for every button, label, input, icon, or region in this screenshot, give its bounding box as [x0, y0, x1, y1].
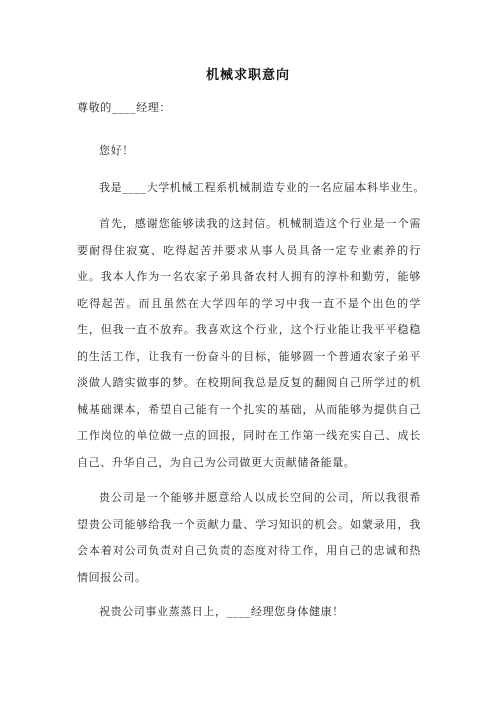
- body-paragraph-1: 首先，感谢您能够读我的这封信。机械制造这个行业是一个需要耐得住寂寞、吃得起苦并要求从事人员具备一定专业素养的行业。我本人作为一名农家子弟具备农村人拥有的淳朴和勤劳，能够吃得起苦。而且虽然在大学四年的学习中我一直不是个出色的学生，但我一直不放弃。我喜欢这个行业，这个行业能让我平平稳稳的生活工作，让我有一份奋斗的目标，能够圆一个普通农家子弟平淡做人踏实做事的梦。在校期间我总是反复的翻阅自己所学过的机械基础课本，希望自己能有一个扎实的基础，从而能够为提供自己工作岗位的单位做一点的回报，同时在工作第一线充实自己、成长自己、升华自己，为自己为公司做更大贡献储备能量。: [77, 217, 421, 469]
- intro-paragraph: 我是____大学机械工程系机械制造专业的一名应届本科毕业生。: [99, 181, 425, 194]
- body-paragraph-2: 贵公司是一个能够并愿意给人以成长空间的公司，所以我很希望贵公司能够给我一个贡献力量、学习知识的机会。如蒙录用，我会本着对公司负责对自己负责的态度对待工作，用自己的忠诚和热情回报公司。: [77, 491, 421, 584]
- salutation: 尊敬的____经理：: [77, 101, 171, 114]
- closing-line: 祝贵公司事业蒸蒸日上，____经理您身体健康！: [99, 605, 344, 618]
- greeting: 您好！: [99, 144, 134, 157]
- document-title: 机械求职意向: [205, 68, 290, 83]
